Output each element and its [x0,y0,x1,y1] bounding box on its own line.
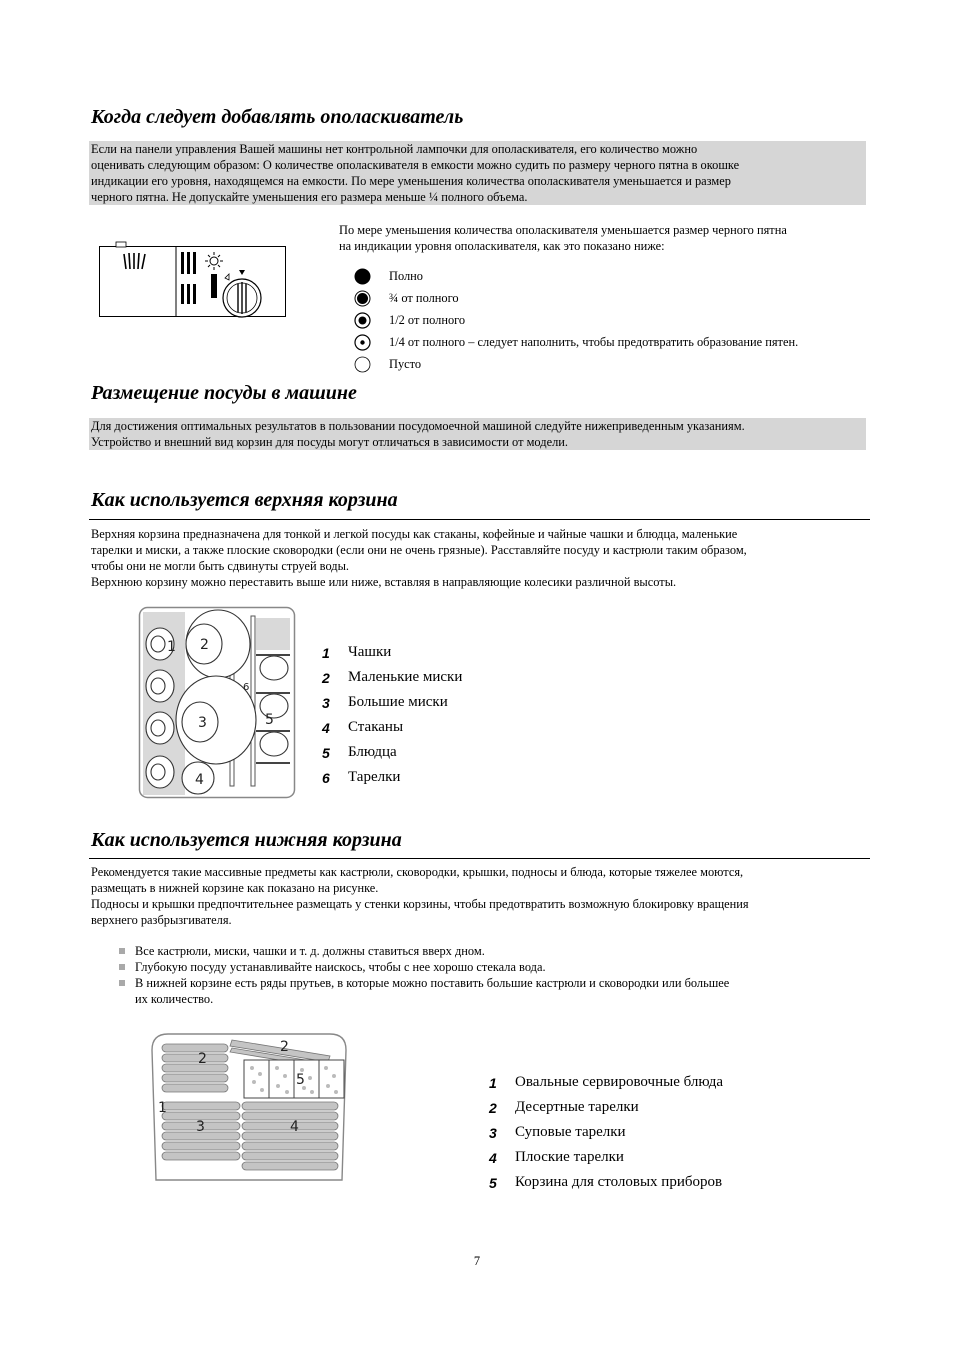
legend-label: Суповые тарелки [515,1124,626,1140]
placement-info-box [89,418,866,450]
figure-label: 4 [195,772,204,788]
rinse-info-box [89,141,866,205]
figure-label: 1 [158,1100,167,1116]
upper-text-line: чтобы они не могли быть сдвинуты струей воды. [91,559,350,573]
legend-item [322,640,462,665]
bullet-square-icon [119,964,125,970]
tip-line: Глубокую посуду устанавливайте наискось, чтобы с нее хорошо стекала вода. [135,960,546,974]
lower-basket-tips [117,943,729,1007]
legend-item [322,765,462,790]
indicator-intro [339,222,787,254]
rinse-level-label: 1/4 от полного – следует наполнить, чтобы предотвратить образование пятен. [389,334,799,349]
legend-number: 2 [489,1099,497,1116]
rinse-level-item [354,353,798,375]
section-divider [89,519,870,520]
legend-number: 1 [489,1074,497,1091]
lower-text-line: Подносы и крышки предпочтительнее размещать у стенки корзины, чтобы предотвратить возможную блокировку вращения [91,897,749,911]
legend-item [489,1120,723,1145]
legend-number: 6 [322,769,330,786]
legend-item [489,1070,723,1095]
rinse-level-item [354,265,798,287]
legend-item [489,1145,723,1170]
indicator-intro-line: По мере уменьшения количества ополаскивателя уменьшается размер черного пятна [339,223,787,237]
rinse-info-line: Если на панели управления Вашей машины нет контрольной лампочки для ополаскивателя, его количество можно [91,142,698,156]
upper-basket-illustration [138,606,296,800]
legend-item [322,690,462,715]
legend-item [322,740,462,765]
lower-text-line: Рекомендуется такие массивные предметы как кастрюли, сковородки, крышки, подносы и блюда, которые тяжелее моются, [91,865,744,879]
figure-label: 2 [198,1051,207,1067]
legend-label: Чашки [348,644,392,660]
rinse-info-line: черного пятна. Не допускайте уменьшения его размера меньше ¼ полного объема. [91,190,528,204]
legend-label: Плоские тарелки [515,1149,624,1165]
figure-label: 4 [290,1119,299,1135]
indicator-intro-line: на индикации уровня ополаскивателя, как это показано ниже: [339,239,665,253]
legend-label: Овальные сервировочные блюда [515,1074,724,1090]
rinse-level-label: Полно [389,268,423,283]
upper-basket-legend [322,640,462,790]
legend-item [322,715,462,740]
page-number: 7 [473,1254,481,1268]
rinse-level-label: ¾ от полного [389,290,459,305]
level-full-icon [354,268,371,285]
upper-basket-description [91,526,747,590]
figure-label: 1 [167,639,176,655]
legend-label: Тарелки [348,769,401,785]
section-divider [89,858,870,859]
lower-basket-description [91,864,749,928]
lower-basket-illustration [150,1030,350,1184]
section-title-placement: Размещение посуды в машине [91,382,357,404]
figure-label: 6 [243,682,250,693]
legend-label: Большие миски [348,694,448,710]
legend-number: 3 [489,1124,497,1141]
tip-item [117,975,729,1007]
rinse-info-line: оценивать следующим образом: О количестве ополаскивателя в емкости можно судить по размеру черного пятна в окошке [91,158,740,172]
lower-text-line: размещать в нижней корзине как показано на рисунке. [91,881,379,895]
figure-label: 5 [296,1072,305,1088]
rinse-level-label: Пусто [389,356,422,371]
legend-number: 2 [322,669,330,686]
figure-label: 2 [280,1039,289,1055]
figure-label: 2 [200,637,209,653]
level-half-icon [354,312,371,329]
rinse-info-line: индикации его уровня, находящемся на емкости. По мере уменьшения количества ополаскивателя уменьшается и размер [91,174,731,188]
legend-number: 4 [489,1149,497,1166]
figure-label: 5 [265,712,274,728]
legend-item [489,1095,723,1120]
legend-label: Маленькие миски [348,669,463,685]
upper-text-line: Верхнюю корзину можно переставить выше или ниже, вставляя в направляющие колесики различной высоты. [91,575,677,589]
section-title-rinse: Когда следует добавлять ополаскиватель [91,106,464,128]
legend-number: 4 [322,719,330,736]
bullet-square-icon [119,948,125,954]
legend-number: 3 [322,694,330,711]
legend-number: 1 [322,644,330,661]
rinse-level-label: 1/2 от полного [389,312,466,327]
placement-info-line: Для достижения оптимальных результатов в пользовании посудомоечной машиной следуйте нижеприведенным указаниям. [91,419,745,433]
tip-line: В нижней корзине есть ряды прутьев, в которые можно поставить большие кастрюли и сковородки или большее [135,976,730,990]
legend-label: Стаканы [348,719,404,735]
legend-item [322,665,462,690]
legend-number: 5 [489,1174,497,1191]
legend-number: 5 [322,744,330,761]
bullet-square-icon [119,980,125,986]
rinse-level-list [354,265,798,375]
section-title-lower-basket: Как используется нижняя корзина [91,829,402,851]
legend-label: Блюдца [348,744,397,760]
tip-item [117,943,729,959]
tip-item [117,959,729,975]
tip-line: Все кастрюли, миски, чашки и т. д. должны ставиться вверх дном. [135,944,485,958]
level-empty-icon [354,356,371,373]
section-title-upper-basket: Как используется верхняя корзина [91,489,398,511]
level-three-quarters-icon [354,290,371,307]
rinse-panel-illustration [98,240,288,320]
placement-info-line: Устройство и внешний вид корзин для посуды могут отличаться в зависимости от модели. [91,435,568,449]
upper-text-line: Верхняя корзина предназначена для тонкой и легкой посуды как стаканы, кофейные и чайные чашки и блюдца, маленькие [91,527,738,541]
figure-label: 3 [198,715,207,731]
rinse-level-item [354,287,798,309]
rinse-level-item [354,331,798,353]
lower-text-line: верхнего разбрызгивателя. [91,913,232,927]
rinse-level-item [354,309,798,331]
legend-item [489,1170,723,1195]
tip-line: их количество. [135,992,214,1006]
legend-label: Корзина для столовых приборов [515,1174,723,1190]
figure-label: 3 [196,1119,205,1135]
legend-label: Десертные тарелки [515,1099,639,1115]
level-quarter-icon [354,334,371,351]
upper-text-line: тарелки и миски, а также плоские сковородки (если они не очень грязные). Расставляйте посуду и кастрюли таким образом, [91,543,747,557]
lower-basket-legend [489,1070,723,1195]
